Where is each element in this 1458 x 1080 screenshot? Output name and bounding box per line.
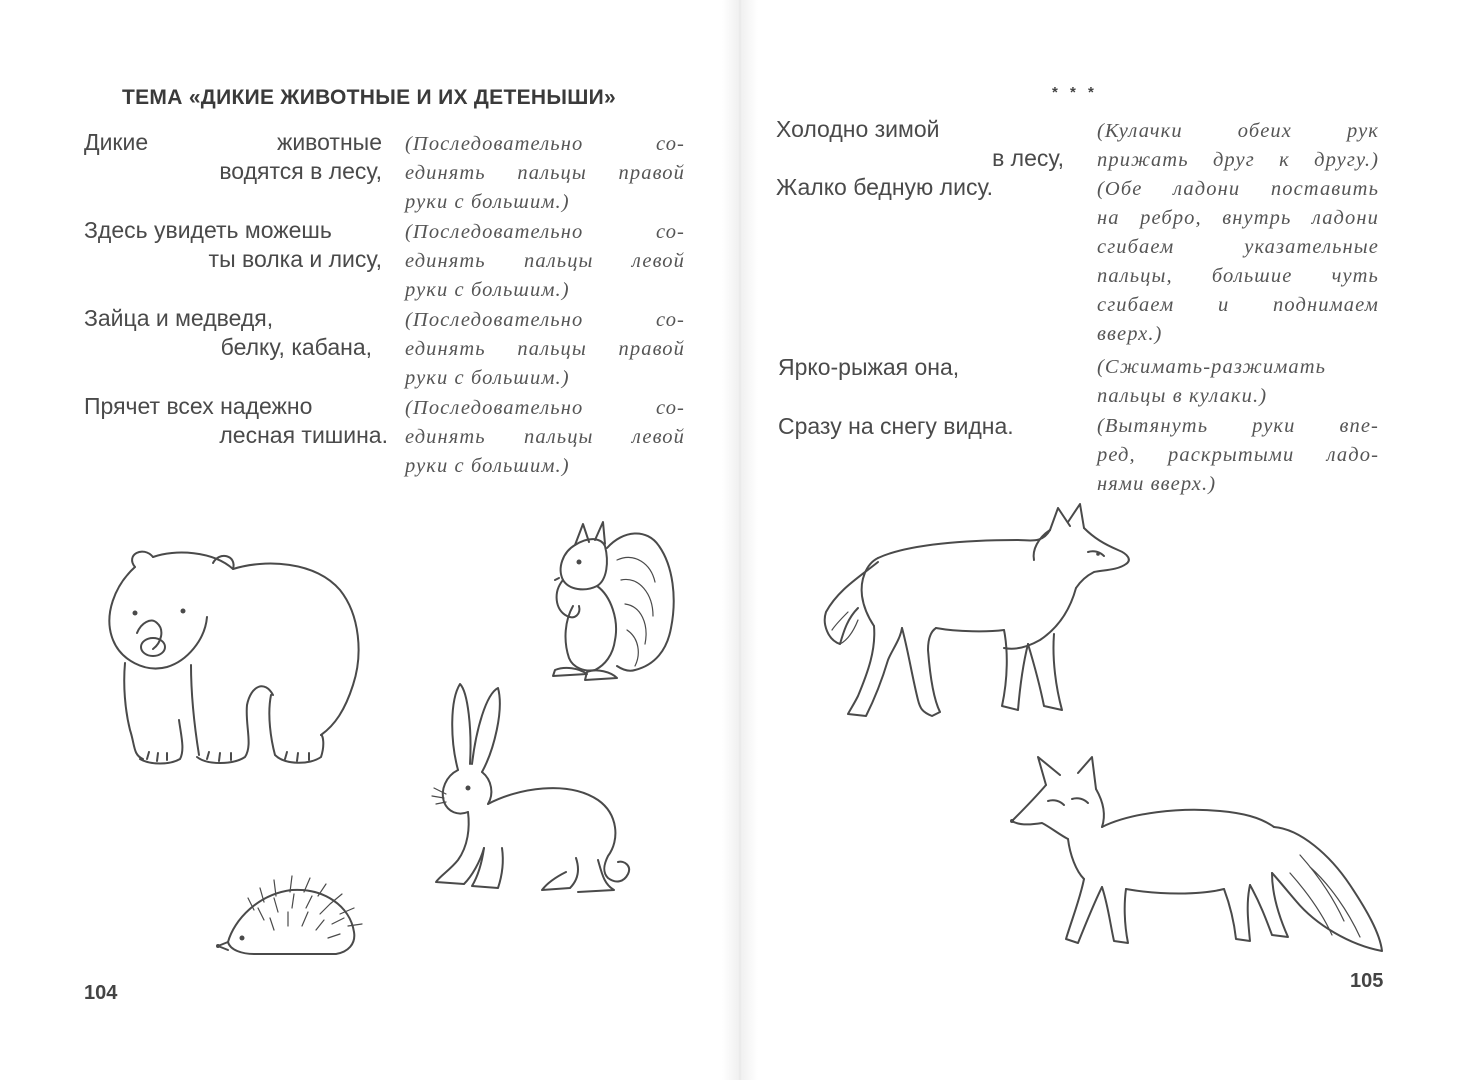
instruction-stanza-3 — [405, 306, 685, 393]
page-number: 105 — [1350, 970, 1384, 992]
instruction-line: на ребро, внутрь ладони — [1097, 207, 1379, 229]
instruction-line: руки с большим.) — [405, 455, 570, 477]
instruction-stanza-2 — [405, 218, 685, 305]
verse-line: Сразу на снегу видна. — [778, 413, 1014, 439]
instruction-line: руки с большим.) — [405, 279, 570, 301]
verse-stanza-right-1 — [776, 115, 1064, 202]
verse-line: Жалко бедную лису. — [776, 174, 994, 200]
page-number: 104 — [84, 982, 118, 1004]
instruction-line: (Кулачки обеих рук — [1097, 120, 1379, 142]
verse-line: белку, кабана, — [220, 334, 372, 360]
verse-stanza-3 — [84, 304, 372, 362]
instruction-line: (Сжимать-разжимать — [1097, 356, 1327, 378]
instruction-line: единять пальцы правой — [405, 162, 685, 184]
instruction-line: единять пальцы правой — [405, 338, 685, 360]
instruction-line: вверх.) — [1097, 323, 1163, 345]
instruction-line: (Последовательно со- — [405, 309, 685, 331]
verse-line: Здесь увидеть можешь — [84, 217, 332, 243]
verse-stanza-right-3 — [778, 412, 1014, 441]
instruction-right-4 — [1097, 412, 1379, 499]
bear-illustration — [95, 545, 370, 780]
instruction-right-1 — [1097, 117, 1379, 175]
verse-line: Прячет всех надежно — [84, 393, 313, 419]
verse-line: ты волка и лису, — [208, 246, 382, 272]
fox-illustration — [1010, 755, 1385, 953]
instruction-line: нями вверх.) — [1097, 473, 1217, 495]
verse-line: Зайца и медведя, — [84, 305, 274, 331]
page-title: ТЕМА «ДИКИЕ ЖИВОТНЫЕ И ИХ ДЕТЕНЫШИ» — [122, 86, 617, 109]
verse-stanza-2 — [84, 216, 382, 274]
verse-line: Холодно зимой — [776, 116, 940, 142]
instruction-line: прижать друг к другу.) — [1097, 149, 1379, 171]
instruction-line: (Последовательно со- — [405, 397, 685, 419]
verse-word: Дикие — [84, 129, 149, 155]
verse-word: животные — [276, 129, 382, 155]
instruction-line: (Вытянуть руки впе- — [1097, 415, 1379, 437]
instruction-line: сгибаем указательные — [1097, 236, 1379, 258]
instruction-line: пальцы в кулаки.) — [1097, 385, 1268, 407]
stanza-separator: * * * — [1052, 84, 1098, 101]
instruction-line: пальцы, большие чуть — [1097, 265, 1379, 287]
instruction-line: единять пальцы левой — [405, 250, 685, 272]
verse-stanza-right-2 — [778, 353, 959, 382]
verse-line: водятся в лесу, — [219, 158, 382, 184]
verse-stanza-4 — [84, 392, 388, 450]
squirrel-illustration — [545, 520, 680, 688]
instruction-line: ред, раскрытыми ладо- — [1097, 444, 1379, 466]
instruction-line: сгибаем и поднимаем — [1097, 294, 1379, 316]
hare-illustration — [428, 680, 638, 898]
hedgehog-illustration — [214, 850, 364, 960]
instruction-stanza-4 — [405, 394, 685, 481]
verse-line: лесная тишина. — [219, 422, 388, 448]
instruction-line: руки с большим.) — [405, 191, 570, 213]
instruction-right-2 — [1097, 175, 1379, 349]
instruction-line: (Обе ладони поставить — [1097, 178, 1379, 200]
wolf-illustration — [818, 500, 1136, 725]
instruction-line: единять пальцы левой — [405, 426, 685, 448]
verse-line: Ярко-рыжая она, — [778, 354, 960, 380]
verse-line: в лесу, — [992, 145, 1064, 171]
instruction-line: (Последовательно со- — [405, 221, 685, 243]
instruction-stanza-1 — [405, 130, 685, 217]
verse-stanza-1 — [84, 128, 382, 186]
instruction-right-3 — [1097, 353, 1379, 411]
instruction-line: (Последовательно со- — [405, 133, 685, 155]
instruction-line: руки с большим.) — [405, 367, 570, 389]
